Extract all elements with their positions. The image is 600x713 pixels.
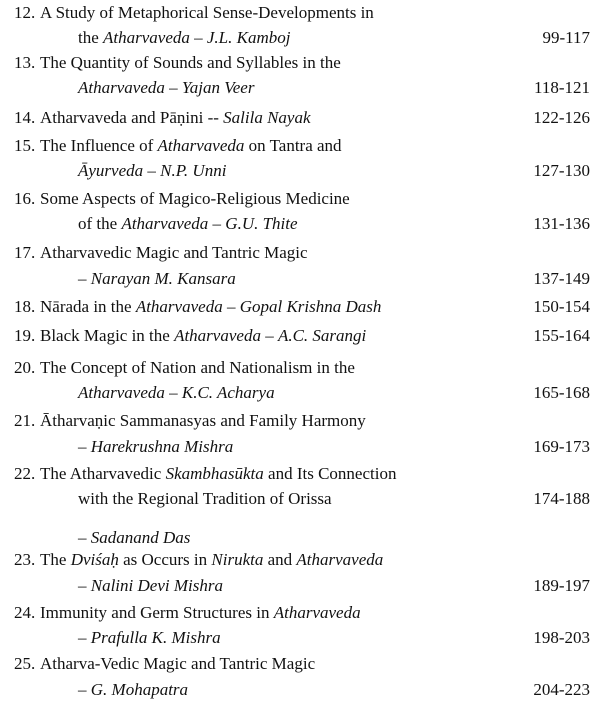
entry-number: 21. xyxy=(14,411,36,430)
text-segment: – xyxy=(78,437,91,456)
toc-entry-line xyxy=(0,602,600,624)
text-segment: Atharvavedic Magic and Tantric Magic xyxy=(40,243,308,262)
page-range: 150-154 xyxy=(533,297,590,316)
text-segment: – xyxy=(78,269,91,288)
entry-number: 20. xyxy=(14,358,36,377)
toc-entry-line xyxy=(0,653,600,675)
text-segment: The Influence of xyxy=(40,136,158,155)
text-segment: – xyxy=(78,576,91,595)
entry-number: 13. xyxy=(14,53,36,72)
toc-entry-line xyxy=(0,160,600,182)
italic-text: Yajan Veer xyxy=(181,78,255,97)
entry-title-continued xyxy=(78,77,254,99)
entry-title xyxy=(40,2,374,24)
page-range: 189-197 xyxy=(533,576,590,595)
text-segment: – xyxy=(164,78,182,97)
italic-text: Gopal Krishna Dash xyxy=(239,297,382,316)
entry-title xyxy=(40,410,366,432)
text-segment: Immunity and Germ Structures in xyxy=(40,603,274,622)
text-segment: Nārada in the xyxy=(40,297,136,316)
toc-entry-line xyxy=(0,188,600,210)
page-range: 137-149 xyxy=(533,269,590,288)
entry-title xyxy=(40,463,396,485)
italic-text: Atharvaveda xyxy=(121,214,209,233)
italic-text: Atharvaveda xyxy=(174,326,261,345)
text-segment: – xyxy=(260,326,278,345)
toc-entry-line xyxy=(0,213,600,235)
page-range: 165-168 xyxy=(533,383,590,402)
toc-entry-line xyxy=(0,357,600,379)
entry-title xyxy=(40,107,311,129)
text-segment: The Atharvavedic xyxy=(40,464,166,483)
toc-entry-line xyxy=(0,268,600,290)
toc-entry-line xyxy=(0,27,600,49)
entry-title xyxy=(40,242,308,264)
toc-entry-line xyxy=(0,463,600,485)
text-segment: A Study of Metaphorical Sense-Developments in xyxy=(40,3,374,22)
italic-text: Narayan M. Kansara xyxy=(90,269,236,288)
entry-title-continued xyxy=(78,160,226,182)
page-range: 169-173 xyxy=(533,437,590,456)
text-segment: Ātharvaṇic Sammanasyas and Family Harmony xyxy=(40,411,366,430)
entry-title-continued xyxy=(78,679,188,701)
toc-entry-line xyxy=(0,77,600,99)
entry-title-continued xyxy=(78,213,298,235)
italic-text: G.U. Thite xyxy=(225,214,298,233)
page-range: 204-223 xyxy=(533,680,590,699)
entry-title-continued xyxy=(78,436,233,458)
page-range: 131-136 xyxy=(533,214,590,233)
toc-entry-line xyxy=(0,436,600,458)
italic-text: Salila Nayak xyxy=(223,108,311,127)
text-segment: – xyxy=(143,161,161,180)
toc-entry-line xyxy=(0,679,600,701)
text-segment: on Tantra and xyxy=(244,136,342,155)
italic-text: Atharvaveda xyxy=(103,28,190,47)
italic-text: Dviśaḥ xyxy=(70,550,119,569)
italic-text: J.L. Kamboj xyxy=(206,28,291,47)
entry-number: 23. xyxy=(14,550,36,569)
entry-number: 19. xyxy=(14,326,36,345)
page-range: 155-164 xyxy=(533,326,590,345)
text-segment: of the xyxy=(78,214,122,233)
entry-title xyxy=(40,602,361,624)
italic-text: A.C. Sarangi xyxy=(277,326,367,345)
entry-number: 18. xyxy=(14,297,36,316)
italic-text: Nirukta xyxy=(211,550,264,569)
italic-text: Āyurveda xyxy=(78,161,144,180)
entry-title-continued xyxy=(78,27,290,49)
text-segment: the xyxy=(78,28,104,47)
italic-text: Prafulla K. Mishra xyxy=(90,628,221,647)
entry-number: 15. xyxy=(14,136,36,155)
toc-entry-line xyxy=(0,549,600,571)
toc-entry-line xyxy=(0,527,600,549)
entry-number: 22. xyxy=(14,464,36,483)
entry-number: 12. xyxy=(14,3,36,22)
entry-number: 14. xyxy=(14,108,36,127)
italic-text: N.P. Unni xyxy=(160,161,227,180)
italic-text: Atharvaveda xyxy=(78,78,165,97)
italic-text: Harekrushna Mishra xyxy=(90,437,234,456)
text-segment: Atharva-Vedic Magic and Tantric Magic xyxy=(40,654,316,673)
page-range: 118-121 xyxy=(533,78,590,97)
text-segment: with the Regional Tradition of Orissa xyxy=(78,489,332,508)
entry-title xyxy=(40,325,366,347)
entry-title xyxy=(40,653,315,675)
italic-text: Skambhasūkta xyxy=(165,464,264,483)
toc-entry-line xyxy=(0,325,600,347)
entry-title xyxy=(40,357,355,379)
italic-text: Atharvaveda xyxy=(157,136,245,155)
entry-title xyxy=(40,296,381,318)
entry-number: 24. xyxy=(14,603,36,622)
text-segment: – xyxy=(189,28,207,47)
toc-entry-line xyxy=(0,410,600,432)
toc-entry-line xyxy=(0,627,600,649)
italic-text: Atharvaveda xyxy=(78,383,165,402)
text-segment: Black Magic in the xyxy=(40,326,175,345)
entry-title-continued xyxy=(78,527,190,549)
text-segment: The Quantity of Sounds and Syllables in the xyxy=(40,53,341,72)
text-segment: – xyxy=(222,297,240,316)
entry-title-continued xyxy=(78,268,236,290)
italic-text: Sadanand Das xyxy=(90,528,191,547)
toc-entry-line xyxy=(0,296,600,318)
text-segment: Atharvaveda and Pāṇini -- xyxy=(40,108,224,127)
page-range: 127-130 xyxy=(533,161,590,180)
toc-entry-line xyxy=(0,2,600,24)
entry-title xyxy=(40,188,350,210)
text-segment: The Concept of Nation and Nationalism in the xyxy=(40,358,355,377)
text-segment: and xyxy=(263,550,297,569)
text-segment: Some Aspects of Magico-Religious Medicine xyxy=(40,189,350,208)
text-segment: – xyxy=(164,383,182,402)
text-segment: and Its Connection xyxy=(263,464,397,483)
toc-entry-line xyxy=(0,382,600,404)
text-segment: – xyxy=(208,214,226,233)
entry-title xyxy=(40,135,342,157)
page-range: 198-203 xyxy=(533,628,590,647)
entry-title-continued xyxy=(78,382,275,404)
toc-entry-line xyxy=(0,107,600,129)
entry-title-continued xyxy=(78,488,332,510)
entry-number: 17. xyxy=(14,243,36,262)
toc-entry-line xyxy=(0,52,600,74)
text-segment: – xyxy=(78,528,91,547)
text-segment: – xyxy=(78,628,91,647)
italic-text: Atharvaveda xyxy=(296,550,384,569)
italic-text: G. Mohapatra xyxy=(90,680,189,699)
entry-title xyxy=(40,549,383,571)
text-segment: – xyxy=(78,680,91,699)
text-segment: The xyxy=(40,550,71,569)
page-range: 122-126 xyxy=(533,108,590,127)
italic-text: Nalini Devi Mishra xyxy=(90,576,223,595)
entry-title-continued xyxy=(78,575,223,597)
italic-text: Atharvaveda xyxy=(135,297,223,316)
text-segment: as Occurs in xyxy=(118,550,212,569)
italic-text: Atharvaveda xyxy=(273,603,361,622)
toc-entry-line xyxy=(0,135,600,157)
page-range: 99-117 xyxy=(542,28,590,47)
page-range: 174-188 xyxy=(533,489,590,508)
entry-number: 25. xyxy=(14,654,36,673)
toc-entry-line xyxy=(0,488,600,510)
entry-number: 16. xyxy=(14,189,36,208)
toc-entry-line xyxy=(0,575,600,597)
entry-title-continued xyxy=(78,627,221,649)
italic-text: K.C. Acharya xyxy=(181,383,275,402)
toc-entry-line xyxy=(0,242,600,264)
entry-title xyxy=(40,52,341,74)
